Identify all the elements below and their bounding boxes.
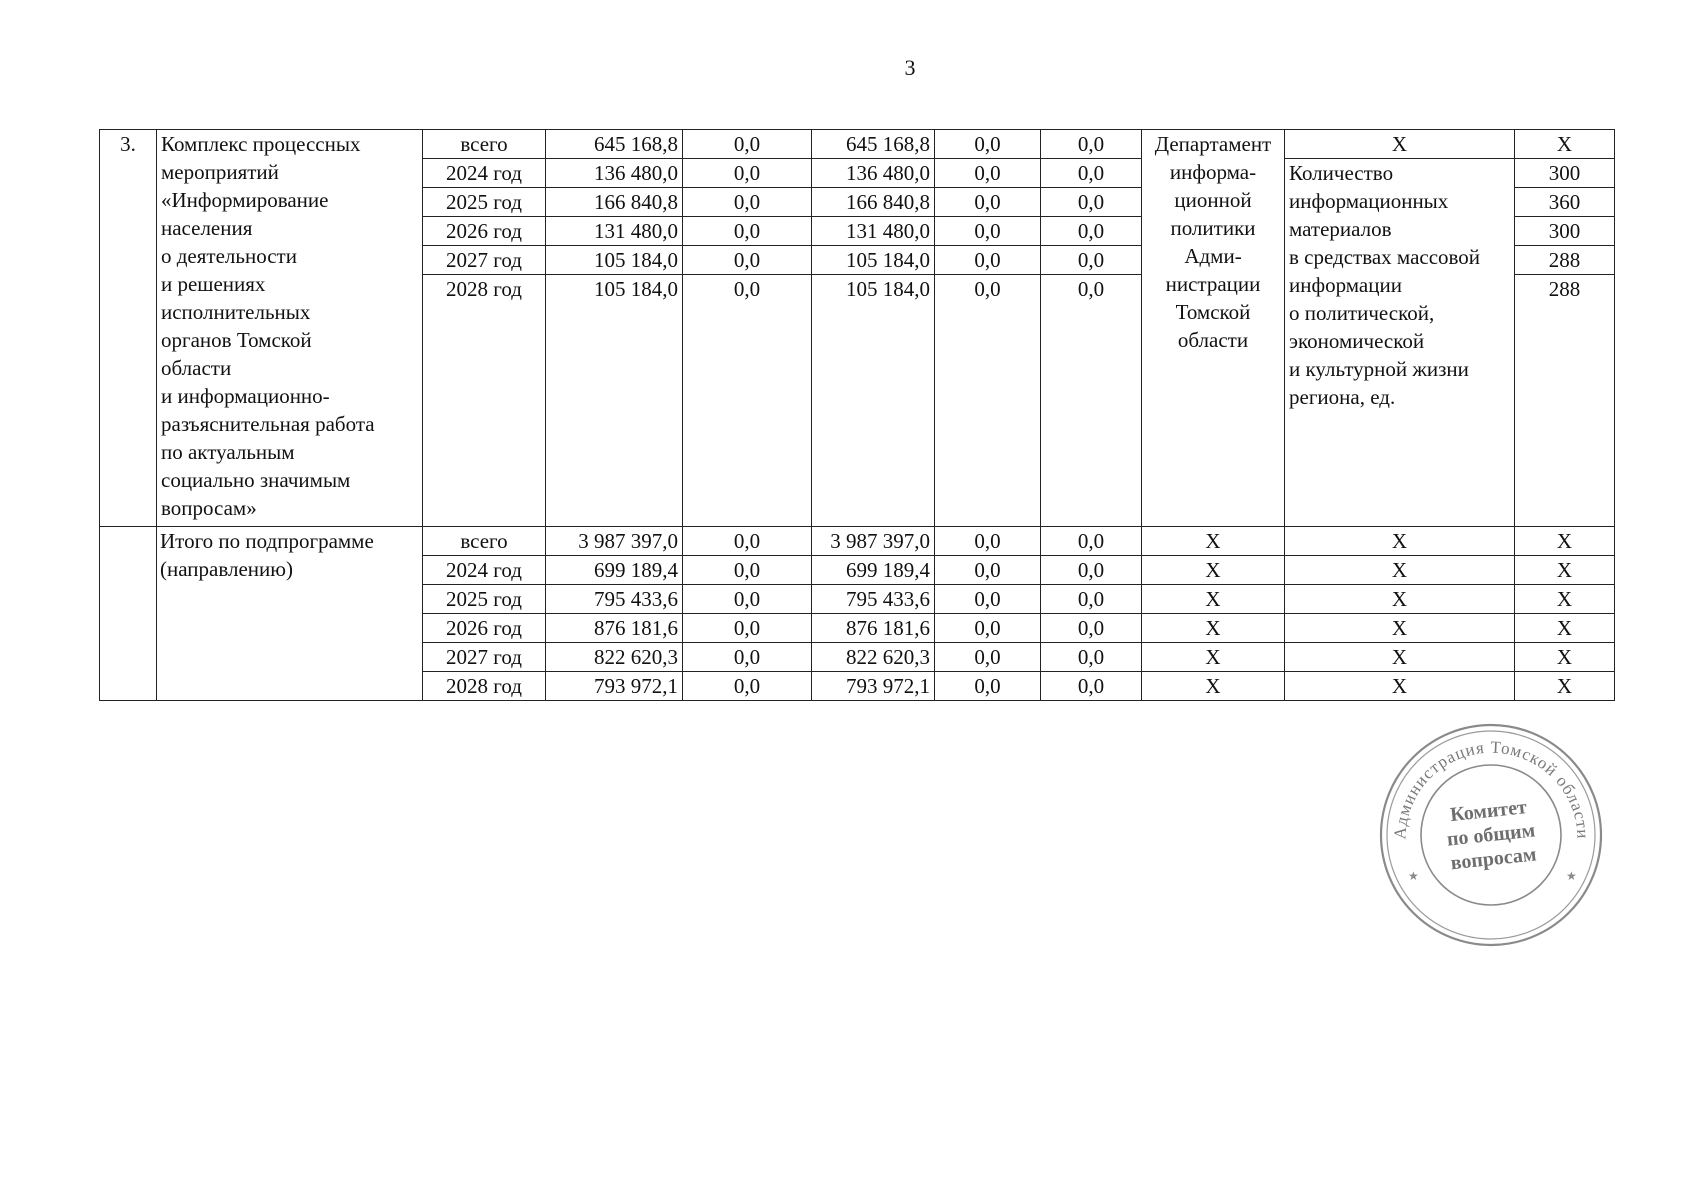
- funding-cell: 0,0: [683, 246, 812, 275]
- funding-cell: 136 480,0: [812, 159, 935, 188]
- funding-cell: 0,0: [935, 614, 1041, 643]
- stamp-inner-line: вопросам: [1449, 843, 1538, 875]
- table-row: [100, 130, 1615, 159]
- funding-cell: 795 433,6: [812, 585, 935, 614]
- total-cell: 699 189,4: [546, 556, 683, 585]
- marker-cell: X: [1515, 614, 1615, 643]
- funding-cell: 0,0: [935, 188, 1041, 217]
- marker-cell: X: [1515, 527, 1615, 556]
- text-line: информации: [1289, 273, 1402, 297]
- funding-cell: 0,0: [1041, 275, 1142, 527]
- period-cell: 2028 год: [423, 275, 546, 527]
- funding-cell: 0,0: [1041, 527, 1142, 556]
- funding-cell: 0,0: [1041, 130, 1142, 159]
- text-line: экономической: [1289, 329, 1425, 353]
- funding-cell: 0,0: [935, 246, 1041, 275]
- funding-cell: 0,0: [935, 130, 1041, 159]
- subtotal-label: [157, 527, 423, 701]
- total-cell: 136 480,0: [546, 159, 683, 188]
- responsible-department: [1142, 130, 1285, 527]
- period-cell: 2025 год: [423, 188, 546, 217]
- indicator-value: 300: [1515, 159, 1615, 188]
- marker-cell: X: [1142, 643, 1285, 672]
- indicator-value: 288: [1515, 275, 1615, 527]
- funding-cell: 0,0: [935, 585, 1041, 614]
- funding-cell: 0,0: [1041, 672, 1142, 701]
- funding-cell: 131 480,0: [812, 217, 935, 246]
- funding-cell: 0,0: [935, 159, 1041, 188]
- indicator-value: 360: [1515, 188, 1615, 217]
- total-cell: 795 433,6: [546, 585, 683, 614]
- text-line: Количество: [1289, 161, 1394, 185]
- period-cell: 2025 год: [423, 585, 546, 614]
- marker-cell: X: [1285, 672, 1515, 701]
- text-line: Адми-: [1184, 244, 1242, 268]
- marker-cell: X: [1515, 672, 1615, 701]
- indicator-value: 300: [1515, 217, 1615, 246]
- text-line: региона, ед.: [1289, 385, 1396, 409]
- funding-cell: 0,0: [1041, 246, 1142, 275]
- funding-cell: 0,0: [1041, 188, 1142, 217]
- stamp-outer-text: Администрация Томской области: [1390, 737, 1593, 840]
- funding-cell: 0,0: [683, 275, 812, 527]
- text-line: области: [161, 356, 232, 380]
- text-line: в средствах массовой: [1289, 245, 1481, 269]
- stamp-inner-line: по общим: [1445, 819, 1537, 851]
- section-title: [157, 130, 423, 527]
- total-cell: 822 620,3: [546, 643, 683, 672]
- total-cell: 3 987 397,0: [546, 527, 683, 556]
- budget-table: [99, 129, 1615, 701]
- funding-cell: 0,0: [935, 275, 1041, 527]
- text-line: Томской: [1175, 300, 1251, 324]
- text-line: вопросам»: [161, 496, 257, 520]
- marker-cell: X: [1142, 614, 1285, 643]
- text-line: Департамент: [1154, 132, 1272, 156]
- total-cell: 105 184,0: [546, 275, 683, 527]
- text-line: Итого по подпрограмме: [160, 529, 374, 553]
- text-line: о политической,: [1289, 301, 1435, 325]
- funding-cell: 0,0: [683, 614, 812, 643]
- period-cell: всего: [423, 130, 546, 159]
- funding-cell: 0,0: [1041, 585, 1142, 614]
- page-number: 3: [904, 55, 916, 80]
- table-row: [100, 527, 1615, 556]
- text-line: области: [1177, 328, 1249, 352]
- subtotal-number: [100, 527, 157, 701]
- indicator-name: [1285, 159, 1515, 527]
- total-cell: 166 840,8: [546, 188, 683, 217]
- text-line: нистрации: [1165, 272, 1261, 296]
- period-cell: 2026 год: [423, 614, 546, 643]
- period-cell: всего: [423, 527, 546, 556]
- text-line: исполнительных: [161, 300, 311, 324]
- marker-cell: X: [1285, 585, 1515, 614]
- funding-cell: 105 184,0: [812, 246, 935, 275]
- total-cell: 793 972,1: [546, 672, 683, 701]
- funding-cell: 0,0: [683, 188, 812, 217]
- text-line: информа-: [1169, 160, 1257, 184]
- funding-cell: 0,0: [1041, 614, 1142, 643]
- funding-cell: 0,0: [935, 556, 1041, 585]
- total-cell: 645 168,8: [546, 130, 683, 159]
- text-line: разъяснительная работа: [161, 412, 375, 436]
- indicator-header: X: [1285, 130, 1515, 159]
- funding-cell: 0,0: [683, 585, 812, 614]
- funding-cell: 876 181,6: [812, 614, 935, 643]
- official-stamp: [1378, 722, 1604, 948]
- funding-cell: 0,0: [683, 643, 812, 672]
- funding-cell: 0,0: [935, 217, 1041, 246]
- text-line: и информационно-: [161, 384, 330, 408]
- text-line: информационных: [1289, 189, 1449, 213]
- funding-cell: 0,0: [935, 672, 1041, 701]
- marker-cell: X: [1142, 556, 1285, 585]
- text-line: органов Томской: [161, 328, 312, 352]
- marker-cell: X: [1142, 527, 1285, 556]
- funding-cell: 699 189,4: [812, 556, 935, 585]
- funding-cell: 0,0: [683, 159, 812, 188]
- total-cell: 876 181,6: [546, 614, 683, 643]
- text-line: о деятельности: [161, 244, 297, 268]
- total-cell: 131 480,0: [546, 217, 683, 246]
- funding-cell: 0,0: [1041, 217, 1142, 246]
- stamp-star-icon: ★: [1566, 869, 1577, 883]
- text-line: и культурной жизни: [1289, 357, 1469, 381]
- text-line: «Информирование: [161, 188, 329, 212]
- text-line: по актуальным: [161, 440, 295, 464]
- marker-cell: X: [1285, 556, 1515, 585]
- text-line: мероприятий: [161, 160, 279, 184]
- marker-cell: X: [1515, 585, 1615, 614]
- funding-cell: 0,0: [683, 217, 812, 246]
- text-line: материалов: [1289, 217, 1392, 241]
- funding-cell: 0,0: [683, 672, 812, 701]
- value-header: X: [1515, 130, 1615, 159]
- funding-cell: 645 168,8: [812, 130, 935, 159]
- section-number: 3.: [100, 130, 157, 527]
- text-line: и решениях: [161, 272, 266, 296]
- marker-cell: X: [1285, 527, 1515, 556]
- marker-cell: X: [1285, 614, 1515, 643]
- funding-cell: 0,0: [1041, 159, 1142, 188]
- funding-cell: 3 987 397,0: [812, 527, 935, 556]
- stamp-star-icon: ★: [1408, 869, 1419, 883]
- period-cell: 2028 год: [423, 672, 546, 701]
- text-line: (направлению): [160, 557, 293, 581]
- text-line: населения: [161, 216, 253, 240]
- funding-cell: 0,0: [935, 527, 1041, 556]
- stamp-inner-line: Комитет: [1449, 796, 1528, 827]
- period-cell: 2024 год: [423, 556, 546, 585]
- text-line: политики: [1170, 216, 1256, 240]
- marker-cell: X: [1142, 585, 1285, 614]
- funding-cell: 166 840,8: [812, 188, 935, 217]
- funding-cell: 0,0: [683, 130, 812, 159]
- text-line: ционной: [1174, 188, 1252, 212]
- period-cell: 2024 год: [423, 159, 546, 188]
- funding-cell: 0,0: [935, 643, 1041, 672]
- marker-cell: X: [1515, 643, 1615, 672]
- text-line: социально значимым: [161, 468, 351, 492]
- period-cell: 2027 год: [423, 246, 546, 275]
- indicator-value: 288: [1515, 246, 1615, 275]
- period-cell: 2026 год: [423, 217, 546, 246]
- funding-cell: 105 184,0: [812, 275, 935, 527]
- funding-cell: 793 972,1: [812, 672, 935, 701]
- marker-cell: X: [1142, 672, 1285, 701]
- funding-cell: 0,0: [1041, 643, 1142, 672]
- funding-cell: 0,0: [1041, 556, 1142, 585]
- funding-cell: 822 620,3: [812, 643, 935, 672]
- text-line: Комплекс процессных: [161, 132, 361, 156]
- funding-cell: 0,0: [683, 556, 812, 585]
- marker-cell: X: [1285, 643, 1515, 672]
- funding-cell: 0,0: [683, 527, 812, 556]
- total-cell: 105 184,0: [546, 246, 683, 275]
- marker-cell: X: [1515, 556, 1615, 585]
- period-cell: 2027 год: [423, 643, 546, 672]
